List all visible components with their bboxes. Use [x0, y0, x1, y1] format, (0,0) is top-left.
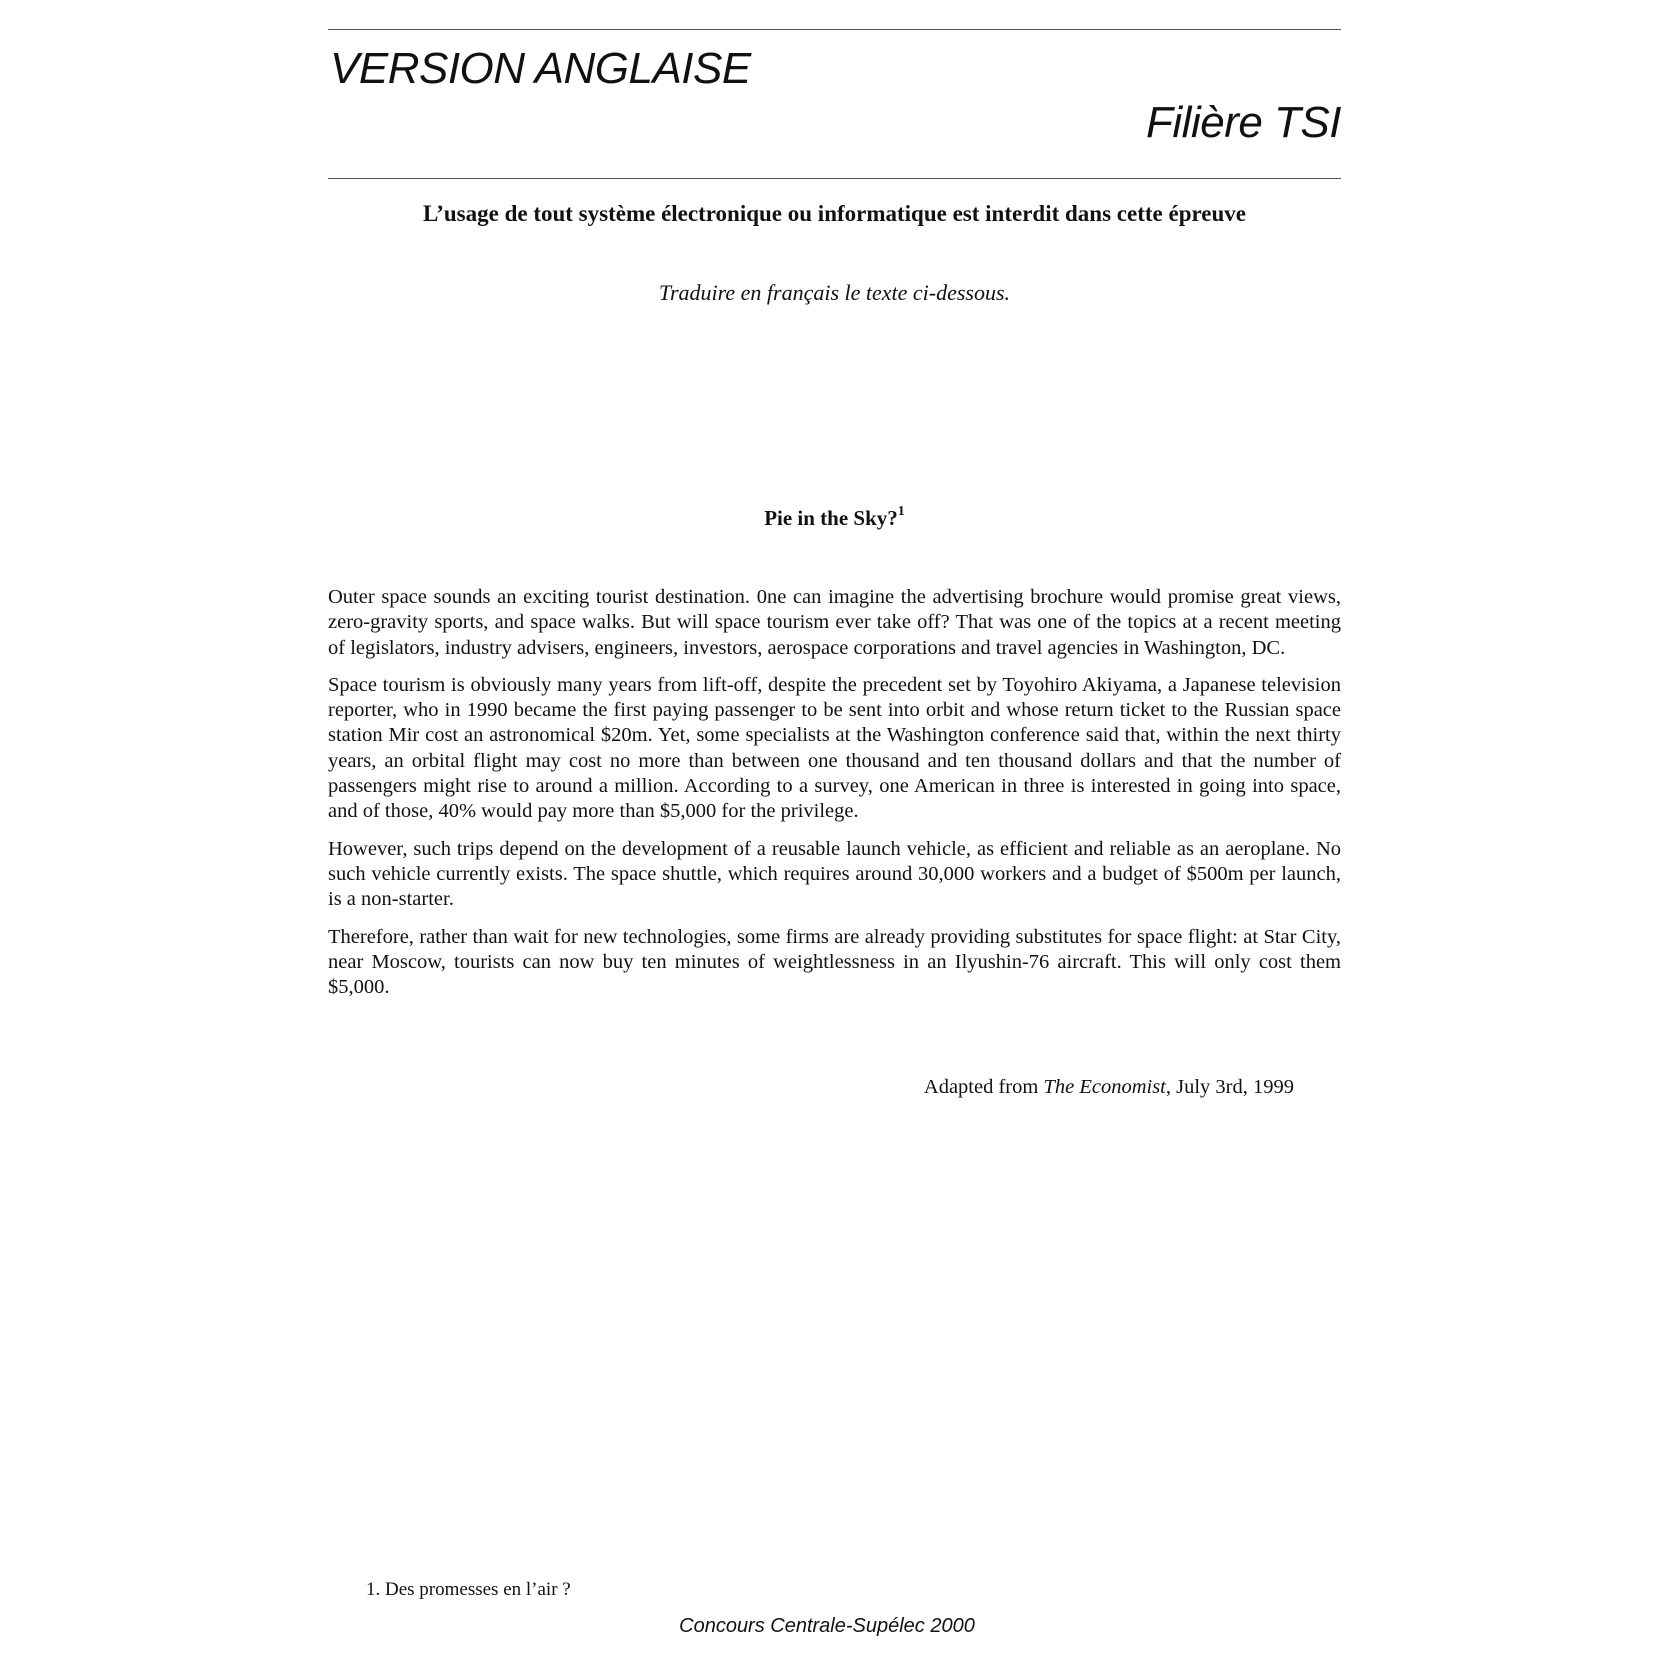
article-source	[924, 1076, 1294, 1099]
source-publication: The Economist	[1043, 1076, 1166, 1098]
footnote: 1. Des promesses en l’air ?	[366, 1579, 571, 1600]
exam-warning: L’usage de tout système électronique ou informatique est interdit dans cette épreuve	[422, 201, 1246, 226]
page-footer: Concours Centrale-Supélec 2000	[679, 1615, 975, 1637]
exam-instruction: Traduire en français le texte ci-dessous.	[658, 280, 1011, 305]
article-paragraph-1: Outer space sounds an exciting tourist destination. 0ne can imagine the advertising brochure would promise great views, zero-gravity sports, and space walks. But will space tourism ever take off? That was one of the topics at a recent meeting of legislators, industry advisers, engineers, investors, aerospace corporations and travel agencies in Washington, DC.	[328, 586, 1341, 659]
article-title-text: Pie in the Sky?	[764, 506, 898, 530]
source-prefix: Adapted from	[923, 1076, 1044, 1098]
article-paragraph-3: However, such trips depend on the development of a reusable launch vehicle, as efficient and reliable as an aeroplane. No such vehicle currently exists. The space shuttle, which requires around 30,000 workers and a budget of $500m per launch, is a non-starter.	[328, 837, 1341, 911]
subject-heading: VERSION ANGLAISE	[330, 44, 751, 93]
track-heading: Filière TSI	[1146, 98, 1341, 147]
header-bottom-rule	[328, 178, 1341, 179]
article-body	[328, 585, 1341, 1012]
header-top-rule	[328, 29, 1341, 30]
article-paragraph-2: Space tourism is obviously many years from lift-off, despite the precedent set by Toyohiro Akiyama, a Japanese television reporter, who in 1990 became the first paying passenger to be sent into orbit and whose return ticket to the Russian space station Mir cost an astronomical $20m. Yet, some specialists at the Washington conference said that, within the next thirty years, an orbital flight may cost no more than between one thousand and ten thousand dollars and that the number of passengers might rise to around a million. According to a survey, one American in three is interested in going into space, and of those, 40% would pay more than $5,000 for the privilege.	[328, 673, 1341, 823]
footnote-marker: 1	[897, 504, 905, 519]
article-paragraph-4: Therefore, rather than wait for new technologies, some firms are already providing substitutes for space flight: at Star City, near Moscow, tourists can now buy ten minutes of weightlessness in an Ilyushin-76 aircraft. This will only cost them $5,000.	[328, 925, 1341, 999]
article-title	[328, 506, 1341, 531]
source-suffix: , July 3rd, 1999	[1165, 1076, 1294, 1098]
